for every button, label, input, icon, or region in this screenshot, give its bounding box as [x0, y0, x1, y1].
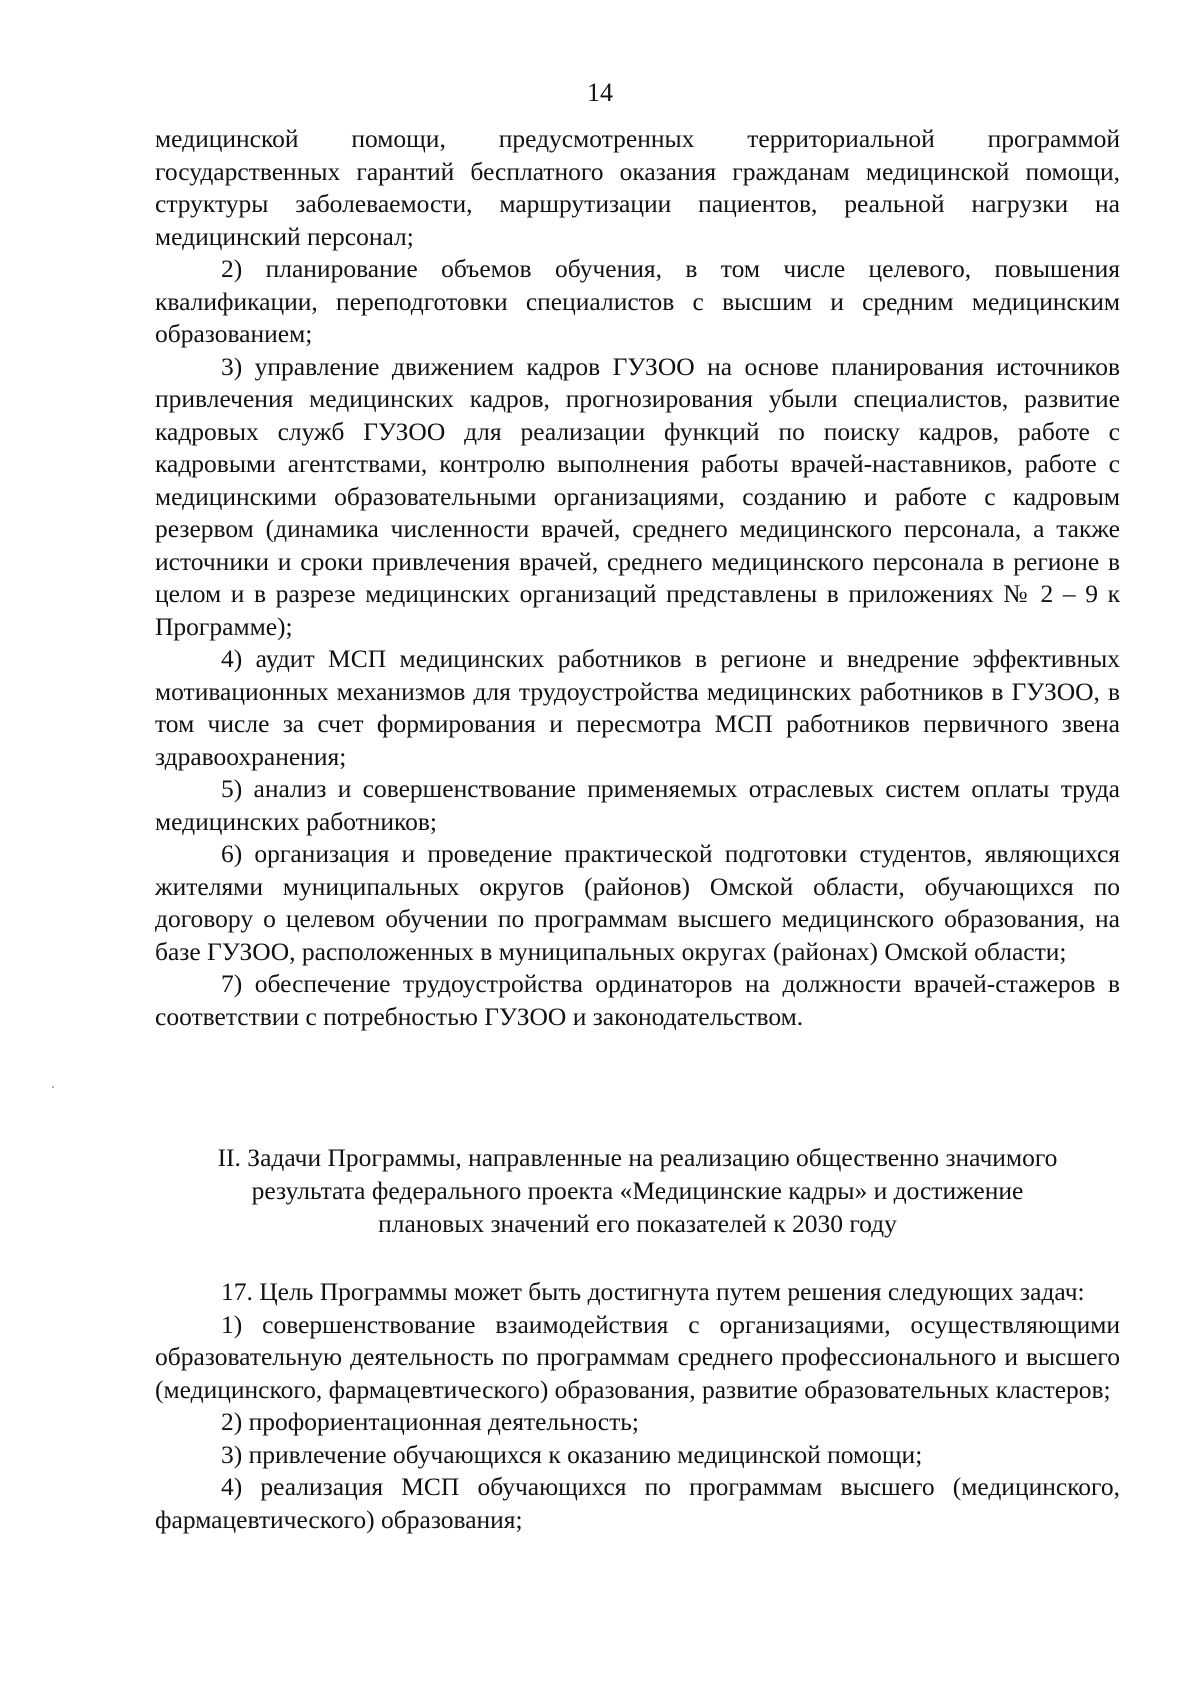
paragraph: 4) аудит МСП медицинских работников в регионе и внедрение эффективных мотивационных механизмов для трудоустройства медицинских работников в ГУЗОО, в том числе за счет формирования и пересмотра МСП работников первичного звена здравоохранения; [155, 644, 1120, 771]
paragraph: 17. Цель Программы может быть достигнута путем решения следующих задач: [221, 1277, 1085, 1306]
paragraph: 2) планирование объемов обучения, в том числе целевого, повышения квалификации, переподготовки специалистов с высшим и средним медицинским образованием; [155, 254, 1120, 348]
paragraph: 3) управление движением кадров ГУЗОО на основе планирования источников привлечения медицинских кадров, прогнозирования убыли специалистов, развитие кадровых служб ГУЗОО для реализации функций по поиску кадров, работе с кадровыми агентствами, контролю выполнения работы врачей-наставников, работе с медицинскими образовательными организациями, созданию и работе с кадровым резервом (динамика численности врачей, среднего медицинского персонала, а также источники и сроки привлечения врачей, среднего медицинского персонала в регионе в целом и в разрезе медицинских организаций представлены в приложениях № 2 – 9 к Программе); [155, 351, 1120, 641]
paragraph: 6) организация и проведение практической подготовки студентов, являющихся жителями муниципальных округов (районов) Омской области, обучающихся по договору о целевом обучении по программам высшего медицинского образования, на базе ГУЗОО, расположенных в муниципальных округах (районах) Омской области; [155, 839, 1120, 966]
paragraph: медицинской помощи, предусмотренных территориальной программой государственных гарантий бесплатного оказания гражданам медицинской помощи, структуры заболеваемости, маршрутизации пациентов, реальной нагрузки на медицинский персонал; [155, 124, 1120, 251]
body-text-top [155, 123, 1120, 1033]
section-heading [155, 1141, 1120, 1240]
paragraph: 7) обеспечение трудоустройства ординаторов на должности врачей-стажеров в соответствии с потребностью ГУЗОО и законодательством. [155, 969, 1120, 1031]
paragraph: 3) привлечение обучающихся к оказанию медицинской помощи; [221, 1439, 923, 1469]
paragraph: 5) анализ и совершенствование применяемых отраслевых систем оплаты труда медицинских работников; [155, 774, 1120, 836]
scan-speck [52, 1086, 54, 1088]
body-text-bottom [155, 1276, 1120, 1536]
heading-line: плановых значений его показателей к 2030 году [378, 1209, 897, 1238]
paragraph: 1) совершенствование взаимодействия с организациями, осуществляющими образовательную деятельность по программам среднего профессионального и высшего (медицинского, фармацевтического) образования, развитие образовательных кластеров; [155, 1309, 1120, 1404]
heading-line: II. Задачи Программы, направленные на реализацию общественно значимого [217, 1143, 1058, 1172]
heading-line: результата федерального проекта «Медицинские кадры» и достижение [251, 1176, 1024, 1205]
paragraph: 2) профориентационная деятельность; [221, 1407, 639, 1436]
paragraph: 4) реализация МСП обучающихся по программам высшего (медицинского, фармацевтического) образования; [155, 1472, 1120, 1534]
page-number: 14 [587, 78, 613, 107]
